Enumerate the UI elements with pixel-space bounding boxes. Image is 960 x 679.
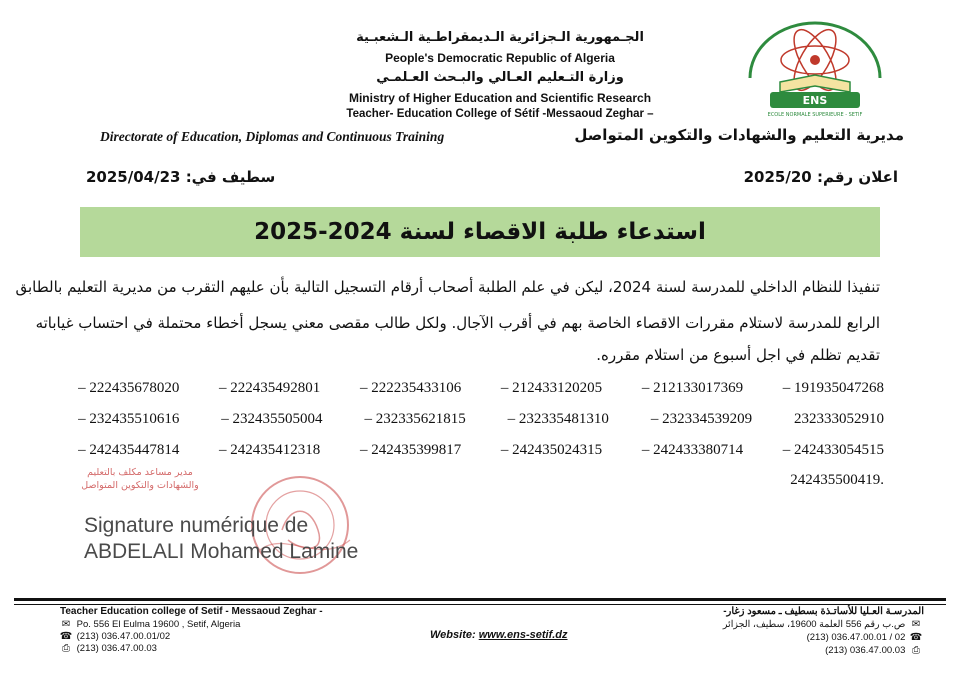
registration-numbers-row-2: [78, 411, 884, 428]
document-title: استدعاء طلبة الاقصاء لسنة 2024-2025: [254, 219, 706, 245]
registration-number: 242435447814 –: [78, 442, 180, 458]
registration-number: 232335621815 –: [364, 411, 466, 427]
announcement-date-value: 2025/04/23: [86, 168, 181, 186]
announcement-number: [744, 168, 898, 186]
body-line-1: تنفيذا للنظام الداخلي للمدرسة لسنة 2024، ليكن في علم الطلبة أصحاب أرقام التسجيل التالية بأن عليهم التقرب من مديرية التعليم بالطابق: [15, 278, 880, 296]
announcement-date-label: سطيف في:: [185, 168, 276, 186]
footer-right-fax: (213) 036.47.00.03 ⎙: [825, 645, 924, 656]
fax-icon: ⎙: [62, 643, 70, 654]
registration-number: 232335481310 –: [507, 411, 609, 427]
registration-number: 222435678020 –: [78, 380, 180, 396]
footer-website: [430, 629, 568, 641]
registration-number: 232435505004 –: [221, 411, 323, 427]
footer-right-phone: (213) 036.47.00.01 / 02 ☎: [806, 632, 923, 643]
footer-right-title: المدرسـة العـليا للأساتـذة بسطيف ـ مسعود زغار-: [723, 606, 924, 617]
registration-numbers-row-3: [78, 442, 884, 459]
ministry-ar: وزارة التـعليم العـالي والبـحث العـلمـي: [376, 70, 624, 85]
registration-number: 242435412318 –: [219, 442, 321, 458]
registration-number: 222435492801 –: [219, 380, 321, 396]
phone-icon: ☎: [59, 631, 73, 642]
official-stamp-text: مدير مساعد مكلف بالتعليم والشهادات والتكوين المتواصل: [81, 467, 199, 491]
directorate-ar: مديرية التعليم والشهادات والتكوين المتواصل: [574, 126, 904, 144]
envelope-icon: ✉: [911, 619, 921, 630]
registration-number-last: 242435500419.: [790, 472, 884, 488]
republic-en: People's Democratic Republic of Algeria: [385, 51, 615, 65]
footer-left-title: Teacher Education college of Setif - Messaoud Zeghar -: [60, 606, 323, 617]
title-banner: [80, 207, 880, 257]
body-line-3: تقديم تظلم في اجل أسبوع من استلام مقرره.: [596, 346, 880, 364]
footer-left-address: ✉ Po. 556 El Eulma 19600 , Setif, Algeria: [58, 619, 240, 630]
registration-number: 242435024315 –: [500, 442, 603, 458]
digital-signature-line-2: ABDELALI Mohamed Lamine: [84, 540, 359, 563]
phone-icon: ☎: [909, 632, 923, 643]
svg-text:ECOLE NORMALE SUPERIEURE - SET: ECOLE NORMALE SUPERIEURE - SETIF: [767, 112, 863, 118]
website-label: Website:: [430, 629, 476, 641]
registration-number: 212133017369 –: [641, 380, 744, 396]
footer-divider-thick: [14, 598, 946, 601]
announcement-number-value: 2025/20: [743, 168, 812, 186]
registration-number: 232435510616 –: [78, 411, 180, 427]
school-logo: [740, 20, 890, 120]
fax-icon: ⎙: [912, 645, 920, 656]
registration-number: 232333052910: [794, 411, 884, 427]
website-link[interactable]: www.ens-setif.dz: [478, 629, 568, 641]
registration-number: 191935047268 –: [782, 380, 884, 396]
svg-text:ENS: ENS: [802, 94, 828, 107]
body-line-2: الرابع للمدرسة لاستلام مقررات الاقصاء الخاصة بهم في أقرب الآجال. ولكل طالب مقصى معني يسجل أخطاء محتملة في احتساب غياباته: [35, 314, 880, 332]
announcement-number-label: اعلان رقم:: [816, 168, 898, 186]
registration-number: 232334539209 –: [650, 411, 753, 427]
republic-ar: الجـمهورية الـجزائرية الـديمقراطـية الـشعبـية: [356, 30, 644, 45]
ministry-en: Ministry of Higher Education and Scientific Research: [348, 91, 652, 105]
registration-number: 212433120205 –: [500, 380, 603, 396]
registration-number: 242433380714 –: [641, 442, 744, 458]
footer-left-fax: ⎙ (213) 036.47.00.03: [58, 643, 157, 654]
registration-number: 242435399817 –: [359, 442, 462, 458]
footer-divider-thin: [14, 604, 946, 605]
envelope-icon: ✉: [61, 619, 71, 630]
footer-left-phone: ☎ (213) 036.47.00.01/02: [59, 631, 171, 642]
footer-right-address: ✉ ص.ب رقم 556 العلمة 19600، سطيف، الجزائر: [723, 619, 924, 630]
college-en: Teacher- Education College of Sétif -Messaoud Zeghar –: [346, 108, 654, 120]
digital-signature-line-1: Signature numérique de: [84, 514, 309, 537]
registration-number: 242433054515 –: [782, 442, 884, 458]
registration-numbers-row-1: [78, 380, 884, 397]
registration-number: 222235433106 –: [359, 380, 462, 396]
announcement-date: [86, 168, 275, 186]
directorate-en: Directorate of Education, Diplomas and Continuous Training: [100, 129, 445, 144]
